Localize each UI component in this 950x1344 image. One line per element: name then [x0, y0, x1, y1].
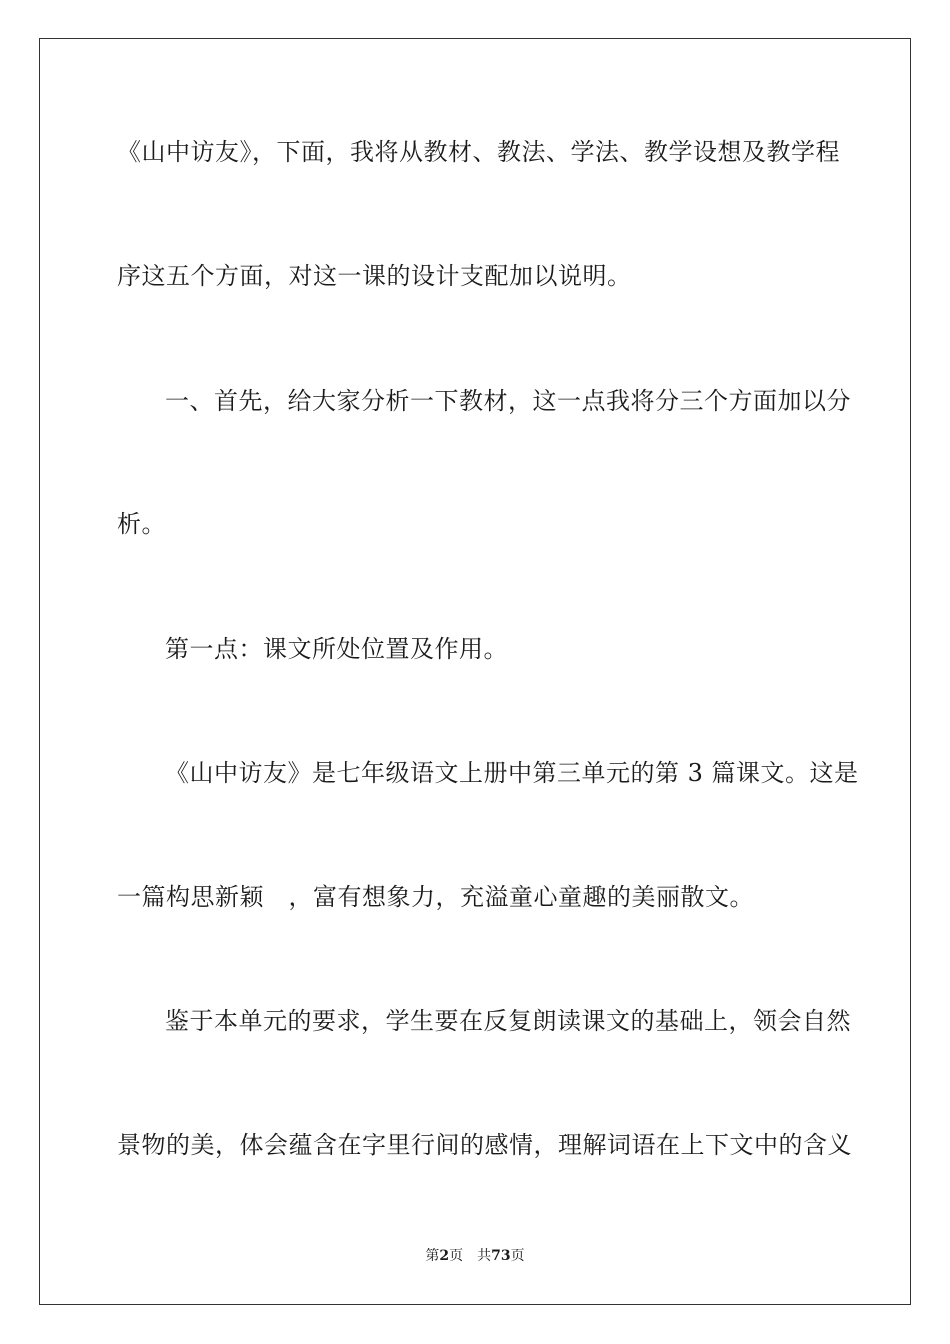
text-line: 一、首先，给大家分析一下教材，这一点我将分三个方面加以分: [165, 387, 851, 415]
text-line: 《山中访友》是七年级语文上册中第三单元的第 3 篇课文。这是: [165, 759, 859, 787]
text-line: 景物的美，体会蕴含在字里行间的感情，理解词语在上下文中的含义: [117, 1131, 852, 1159]
page-footer: [0, 1246, 950, 1266]
footer-prefix: 第: [425, 1248, 440, 1264]
text-line: 序这五个方面，对这一课的设计支配加以说明。: [117, 262, 632, 290]
text-line: 鉴于本单元的要求，学生要在反复朗读课文的基础上，领会自然: [165, 1007, 851, 1035]
footer-page-current: 2: [439, 1248, 450, 1264]
text-line: 析。: [117, 510, 166, 538]
footer-page-total: 73: [491, 1248, 511, 1264]
page-border: [39, 38, 911, 1305]
text-line: 《山中访友》，下面，我将从教材、教法、学法、教学设想及教学程: [117, 138, 840, 166]
footer-mid: 页 共: [449, 1248, 492, 1264]
footer-suffix: 页: [510, 1248, 525, 1264]
text-line: 第一点：课文所处位置及作用。: [165, 635, 508, 663]
text-line: 一篇构思新颖 ，富有想象力，充溢童心童趣的美丽散文。: [117, 883, 754, 911]
